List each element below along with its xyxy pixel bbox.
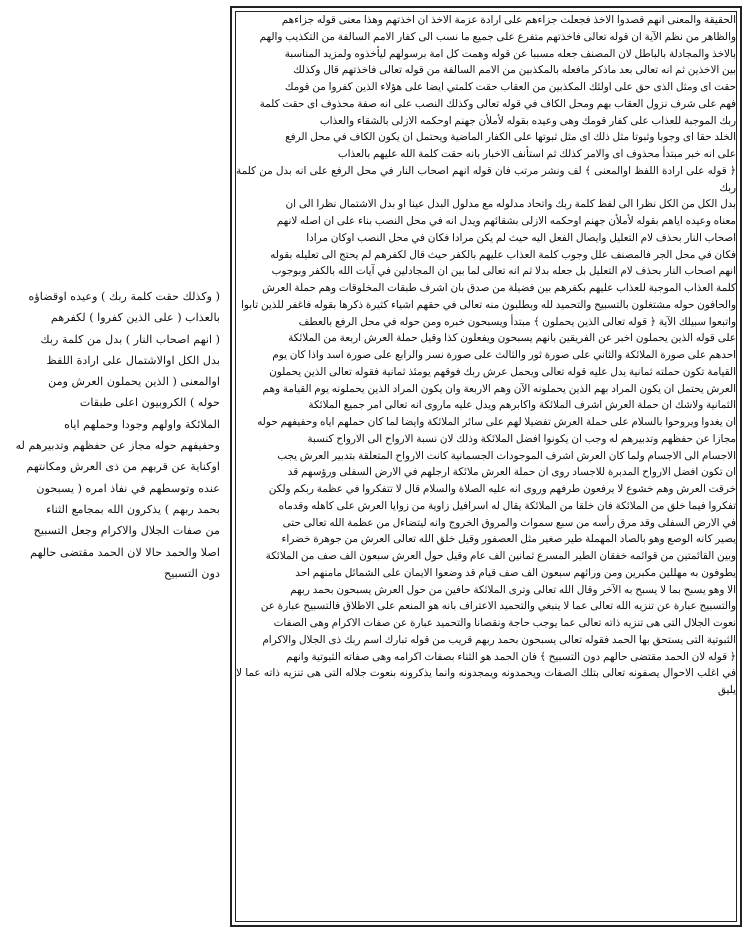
commentary-line: ﴿ قوله لان الحمد مقتضى حالهم دون التسبيح ﴾ فان الحمد هو الثناء بصفات اكرامه وهى صفاته الثبوتية وانهم [286,650,736,663]
margin-note-line: عنده وتوسطهم في نفاذ امره ( يسبحون [36,481,220,495]
commentary-line: يطوفون به مهللين مكبرين ومن ورائهم سبعون الف صف قيام قد وضعوا الايمان على الشمائل مامنهم احد [295,566,736,579]
margin-note-line: وحفيفهم حوله مجاز عن حفظهم وتدبيرهم له [15,439,220,453]
commentary-line: كلمة العذاب الموجبة للعذاب عليهم بكفرهم بين فضيلة من صدق بان اشرف طبقات المخلوقات وهم حملة العرش [262,282,736,294]
margin-note-line: ( انهم اصحاب النار ) بدل من كلمة ربك [40,332,220,346]
commentary-line: فهم على شرف نزول العقاب بهم ومحل الكاف في قوله تعالى وكذلك النصب على انه صفة محذوف اى حقت كلمة [259,97,736,110]
commentary-line: مجازا عن حفظهم وتدبيرهم له وجب ان يكونوا افضل الملائكة وذلك لان نسبة الارواح الى الارواح كنسبة [307,432,736,445]
commentary-line: احدهم على صورة الملائكة والثاني على صورة ثور والثالث على صورة نسر والرابع على صورة اسد واذا كان يوم [272,349,736,361]
margin-note-line: حوله ) الكروبيون اعلى طبقات [79,396,220,410]
commentary-line: ان يغدوا ويروحوا بالسلام على حملة العرش تفضيلا لهم على سائر الملائكة وايضا لما كان حملهم اياه وحفيفهم حوله [257,416,736,428]
commentary-line: الثبوتية التى يستحق بها الحمد فقوله تعالى يسبحون بحمد ربهم قريب من قوله تبارك اسم ربك ذى الجلال والاكرام [262,633,736,646]
commentary-line: بين الاخذين ثم انه تعالى بعد ماذكر مافعله بالمكذبين من الامم السالفة من قوله تعالى فاخذتهم قال وكذلك [293,64,736,77]
commentary-line: تفكروا فيما خلق من الملائكة فان خلقا من الملائكة يقال له اسرافيل زاوية من زوايا العرش على كاهله وقدماه [278,499,736,512]
commentary-line: يصير كانه الوصع وهو بالصاد المهملة طير صغير مثل العصفور وقيل خلق الله تعالى العرش من جوهرة خضراء [281,533,736,546]
commentary-line: الخلد حقا اى وجوبا وثبوتا مثل ذلك اى مثل ثبوتها على الكفار الماضية ويحتمل ان يكون الكاف في محل الرفع [285,131,736,144]
margin-note-line: اوالمعنى ( الذين يحملون العرش ومن [48,375,220,389]
commentary-line: الثمانية ولاشك ان حملة العرش اشرف الملائكة واكابرهم ويدل عليه ماروى انه تعالى امر جميع الملائكة [308,399,736,412]
commentary-line: في اغلب الاحوال يصفونه تعالى بتلك الصفات ويحمدونه ويمجدونه وانما يذكرونه بنعوت جلاله التى هى تنزيه ذاته عما لا يليق [236,667,736,696]
margin-gloss-column [4,286,220,766]
commentary-line: وبين القائمتين من قوائمه خفقان الطير المسرع ثمانين الف عام وقيل حول العرش سبعون الف صف من الملائكة [265,550,736,562]
commentary-line: انهم اصحاب النار بحذف لام التعليل بل جعله بدلا ثم انه تعالى لما بين ان المجادلين في آيات الله بالكفر وبوجوب [271,265,736,278]
commentary-line: ان تكون افضل الارواح المدبرة للاجساد روى ان حملة العرش ملائكة ارجلهم في الارض السفلى ورؤسهم قد [287,466,736,479]
commentary-line: في الارض السفلى وقد مرق رأسه من سبع سموات والمروق الخروج وانه ليتضاءل من عظمة الله تعالى حتى [282,516,736,529]
commentary-line: معناه وعيده اياهم بقوله لأملأن جهنم اوحكمه الازلى بشقائهم ويدل انه في محل النصب بناء على ان اصله لانهم [276,215,736,227]
main-commentary-column [236,12,736,921]
commentary-line: فكان في محل الجر فالمصنف علل وجوب كلمة العذاب عليهم بالكفر حيث قال لكفرهم لم يحتج الى تعليله بقوله [270,248,736,261]
commentary-line: واتبعوا سبيلك الآية ﴿ قوله تعالى الذين يحملون ﴾ مبتدأ ويسبحون خبره ومن حوله في محل الرفع بالعطف [298,315,736,328]
commentary-line: بدل الكل من الكل نظرا الى لفظ كلمة ربك واتحاد مدلوله مع مدلول البدل عينا او بدل الاشتمال نظرا الى ان [285,198,736,211]
margin-note-line: اصلا والحمد حالا لان الحمد مقتضى حالهم [30,545,220,559]
commentary-line: على قوله الذين يحملون اخبر عن الفريقين بانهم يسبحون ويفعلون كذا وقيل حملة العرش اربعة من الملائكة [288,332,736,345]
commentary-line: اصحاب النار بحذف لام التعليل وايصال الفعل اليه حيث لم يكن مرادا فكان في محل النصب اوكان مرادا [306,231,736,244]
commentary-line: على انه خبر مبتدأ محذوف اى والامر كذلك ثم استأنف الاخبار بانه حقت كلمة الله عليهم بالعذاب [337,148,736,160]
commentary-line: والظاهر من نظم الآية ان قوله تعالى فاخذتهم متفرع على جميع ما نسب الى كفار الامم السالفة من التكذيب والهم [259,30,736,43]
commentary-line: والتسبيح عبارة عن تنزيه الله تعالى عما لا ينبغي والتحميد الاعتراف بانه هو المنعم على الاطلاق فالتسبيح عبارة عن [260,600,736,613]
commentary-line: ربك الموجبة للعذاب على كفار قومك وهى وعيده بقوله لأملأن جهنم اوحكمه الازلى بالشقاء والعذاب [319,114,736,127]
commentary-line: بالاخذ والمجادلة بالباطل لان المصنف جعله مسببا عن قوله وهمت كل امة برسولهم ليأخذوه ولمزيد المناسبة [284,47,736,60]
commentary-line: نعوت الجلال التى هى تنزيه ذاته تعالى عما يوجب حاجة ونقصانا والتحميد عبارة عن صفات الاكرام وهى الصفات [273,617,736,629]
commentary-line: والحافون حوله مشتغلون بالتسبيح والتحميد لله وبطلبون منه تعالى في حقهم اشياء كثيرة ذكرها بقوله فاغفر للذين تابوا [241,298,736,311]
commentary-line: خرقت العرش وهم خشوع لا يرفعون طرفهم وروى انه عليه الصلاة والسلام قال لا تتفكروا في عظمة ربكم ولكن [268,483,736,495]
margin-note-line: بالعذاب ( على الذين كفروا ) لكفرهم [50,311,220,325]
margin-note-line: الملائكة واولهم وجودا وحملهم اياه [64,417,220,431]
commentary-line: الحقيقة والمعنى انهم قصدوا الاخذ فجعلت جزاءهم على ارادة عزمة الاخذ ان اخذتهم وهذا معنى قوله جزاءهم [281,14,736,26]
margin-note-line: من صفات الجلال والاكرام وجعل التسبيح [33,524,220,538]
margin-note-line: دون التسبيح [163,566,220,580]
margin-note-line: بحمد ربهم ) يذكرون الله بمجامع الثناء [46,502,220,516]
commentary-line: حقت اى ومثل الذى حق على اولئك المكذبين من العقاب حقت كلمتي ايضا على هؤلاء الذين كفروا من قومك [284,81,736,93]
commentary-line: الا وهو يسبح بما لا يسبح به الآخر وقال الله تعالى وترى الملائكة حافين من حول العرش يسبحون بحمد ربهم [290,583,736,596]
commentary-line: العرش يحتمل ان يكون المراد بهم الذين يحملونه الآن وهم الاربعة وان يكون المراد الذين يحملونه يوم القيامة وهم [262,382,736,395]
margin-note-line: اوكناية عن قربهم من ذى العرش ومكانتهم [26,460,220,474]
commentary-line: ﴿ قوله على ارادة اللفظ اوالمعنى ﴾ لف ونشر مرتب فان قوله انهم اصحاب النار في محل الرفع على انه بدل من كلمة ربك [236,164,736,194]
commentary-line: الاجسام الى الاجسام ولما كان العرش اشرف الموجودات الجسمانية كانت الارواح المتعلقة بتدبير العرش يجب [277,449,736,462]
margin-note-line: ( وكذلك حقت كلمة ربك ) وعيده اوقضاؤه [28,290,220,303]
commentary-line: القيامة تكون حملته ثمانية يدل عليه قوله تعالى ويحمل عرش ربك فوقهم يومئذ ثمانية فقوله تعالى الذين يحملون [269,365,736,378]
margin-note-line: بدل الكل اوالاشتمال على ارادة اللفظ [46,353,220,367]
